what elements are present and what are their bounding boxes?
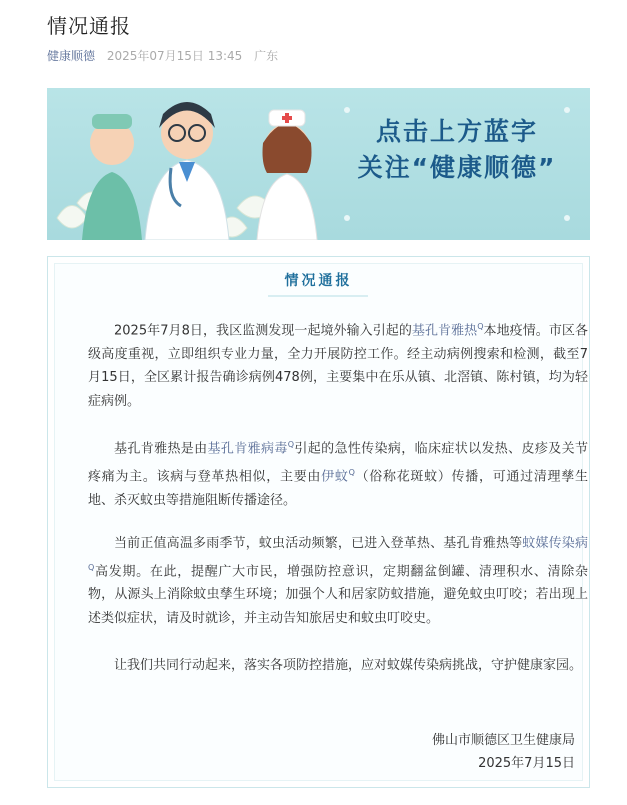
publish-date: 2025年07月15日 13:45 bbox=[106, 49, 243, 63]
paragraph-2 bbox=[88, 433, 588, 512]
keyword-link-vector-disease[interactable]: 蚊媒传染病 bbox=[522, 536, 588, 551]
publish-region: 广东 bbox=[254, 49, 279, 63]
banner-slogan bbox=[347, 114, 567, 186]
article-meta bbox=[47, 47, 278, 64]
search-icon[interactable]: Q bbox=[287, 440, 295, 449]
search-icon[interactable]: Q bbox=[88, 562, 95, 572]
p3-text-b: 高发期。在此，提醒广大市民，增强防控意识，定期翻盆倒罐、清理积水、清除杂物，从源头上消除蚊虫孳生环境；加强个人和居家防蚊措施，避免蚊虫叮咬；若出现上述类似症状，请及时就诊，并主动告知旅居史和蚊虫叮咬史。 bbox=[88, 563, 588, 626]
paragraph-1 bbox=[88, 315, 588, 413]
search-icon[interactable]: Q bbox=[348, 467, 355, 477]
notice-card bbox=[47, 256, 590, 788]
p2-text-a: 基孔肯雅热是由 bbox=[114, 441, 208, 457]
account-name-link[interactable]: 健康顺德 bbox=[47, 49, 96, 63]
p1-text-b: 本地疫情。市区各级高度重视，立即组织专业力量，全力开展防控工作。经主动病例搜索和检测，截至7月15日，全区累计报告确诊病例478例，主要集中在乐从镇、北滘镇、陈村镇，均为轻症病例。 bbox=[88, 323, 588, 409]
keyword-link-chikungunya[interactable]: 基孔肯雅热 bbox=[411, 323, 478, 339]
issue-date: 2025年7月15日 bbox=[478, 756, 575, 771]
search-icon[interactable]: Q bbox=[477, 322, 484, 331]
heading-underline bbox=[268, 295, 368, 297]
banner-slogan-line1: 点击上方蓝字 bbox=[375, 117, 538, 146]
banner-slogan-line2: 关注“健康顺德” bbox=[357, 153, 557, 182]
p1-text-a: 2025年7月8日，我区监测发现一起境外输入引起的 bbox=[114, 323, 412, 339]
p2-text-b: 引起的急性传染病，临床症状以发热、皮疹及关节疼痛为主。该病与登革热相似，主要由 bbox=[88, 441, 588, 485]
follow-banner-image[interactable] bbox=[47, 88, 590, 240]
paragraph-4: 让我们共同行动起来，落实各项防控措施，应对蚊媒传染病挑战，守护健康家园。 bbox=[114, 658, 583, 673]
p2-text-c: （俗称花斑蚊）传播，可通过清理孳生地、杀灭蚊虫等措施阻断传播途径。 bbox=[88, 469, 588, 508]
paragraph-3 bbox=[88, 532, 588, 630]
article-title: 情况通报 bbox=[47, 14, 131, 38]
p3-text-a: 当前正值高温多雨季节，蚊虫活动频繁，已进入登革热、基孔肯雅热等 bbox=[114, 536, 523, 551]
keyword-link-virus[interactable]: 基孔肯雅病毒 bbox=[207, 441, 288, 457]
notice-heading: 情况通报 bbox=[284, 273, 353, 289]
keyword-link-aedes[interactable]: 伊蚊 bbox=[321, 469, 349, 485]
issuer-name: 佛山市顺德区卫生健康局 bbox=[431, 733, 575, 748]
